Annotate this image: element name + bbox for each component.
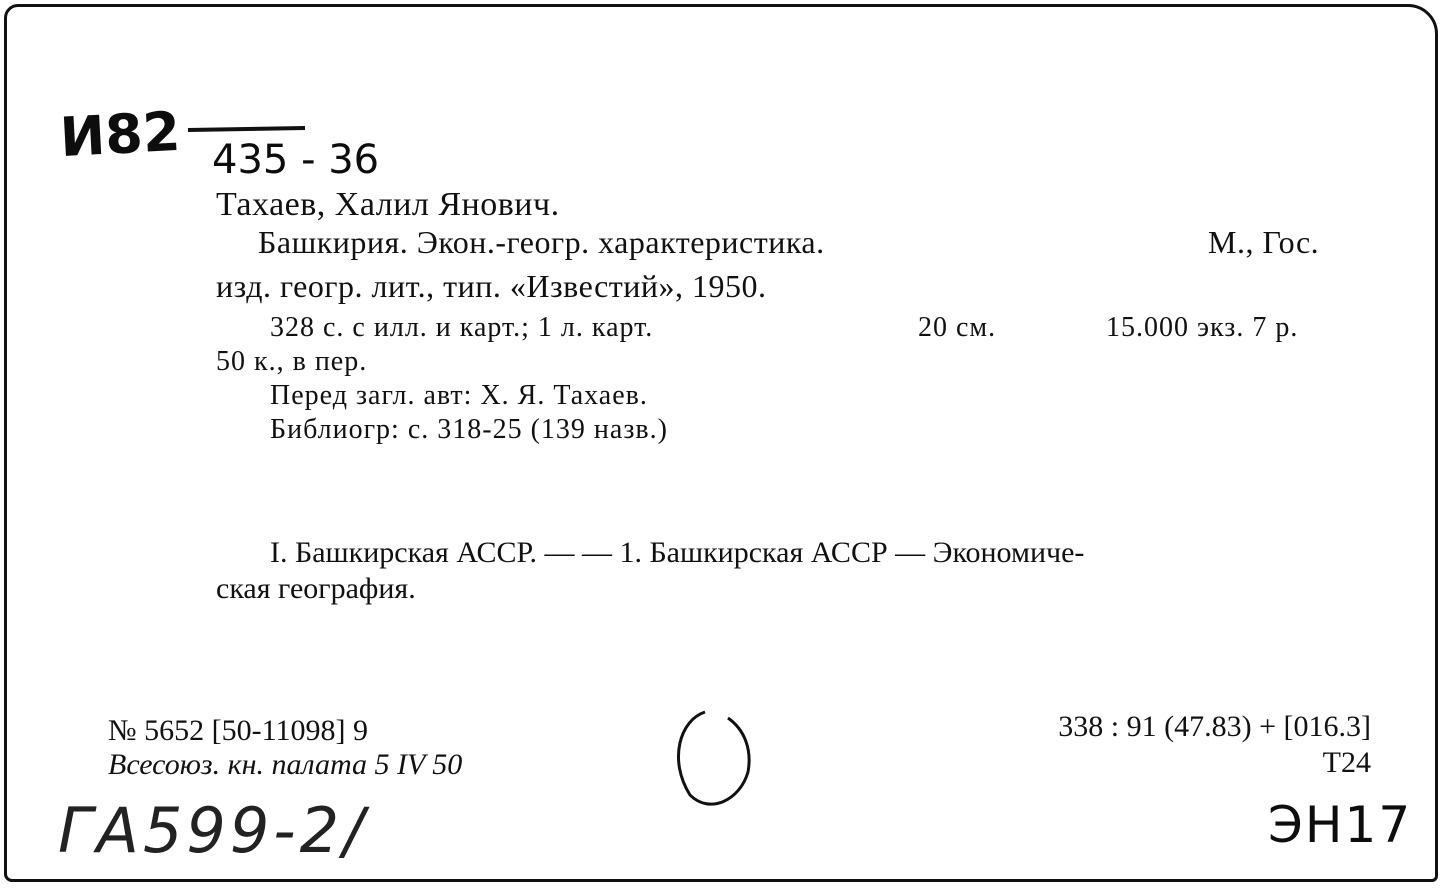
note-bibliography: Библиогр: с. 318-25 (139 назв.): [270, 414, 668, 445]
physical-size: 20 см.: [918, 312, 997, 343]
note-author: Перед загл. авт: Х. Я. Тахаев.: [270, 380, 648, 411]
author-code: Т24: [1322, 746, 1371, 779]
physical-line-2: 50 к., в пер.: [216, 346, 368, 377]
shelfmark-top: И82: [58, 99, 182, 170]
subject-headings-line-1: I. Башкирская АССР. — — 1. Башкирская АССР — Экономиче-: [270, 536, 1085, 569]
classification-index: 338 : 91 (47.83) + [016.3]: [1058, 710, 1371, 743]
title-line-2: изд. геогр. лит., тип. «Известий», 1950.: [216, 268, 767, 304]
title-line-1-place: М., Гос.: [1208, 224, 1320, 260]
card-number: № 5652 [50-11098] 9: [108, 714, 368, 747]
shelfmark-number: 435 - 36: [212, 137, 380, 183]
physical-description: 328 с. с илл. и карт.; 1 л. карт.: [270, 312, 654, 343]
physical-copies-price: 15.000 экз. 7 р.: [1106, 312, 1299, 343]
author-heading: Тахаев, Халил Янович.: [216, 186, 560, 223]
subject-headings-line-2: ская география.: [216, 572, 416, 605]
book-chamber-date: Всесоюз. кн. палата 5 IV 50: [108, 748, 463, 781]
fraction-line: [188, 128, 305, 130]
punch-hole-circle: [678, 712, 749, 804]
inventory-mark-right: ЭН17: [1268, 796, 1413, 854]
inventory-mark-left: ГА599-2/: [58, 794, 369, 867]
title-line-1: Башкирия. Экон.-геогр. характеристика.: [258, 224, 825, 260]
